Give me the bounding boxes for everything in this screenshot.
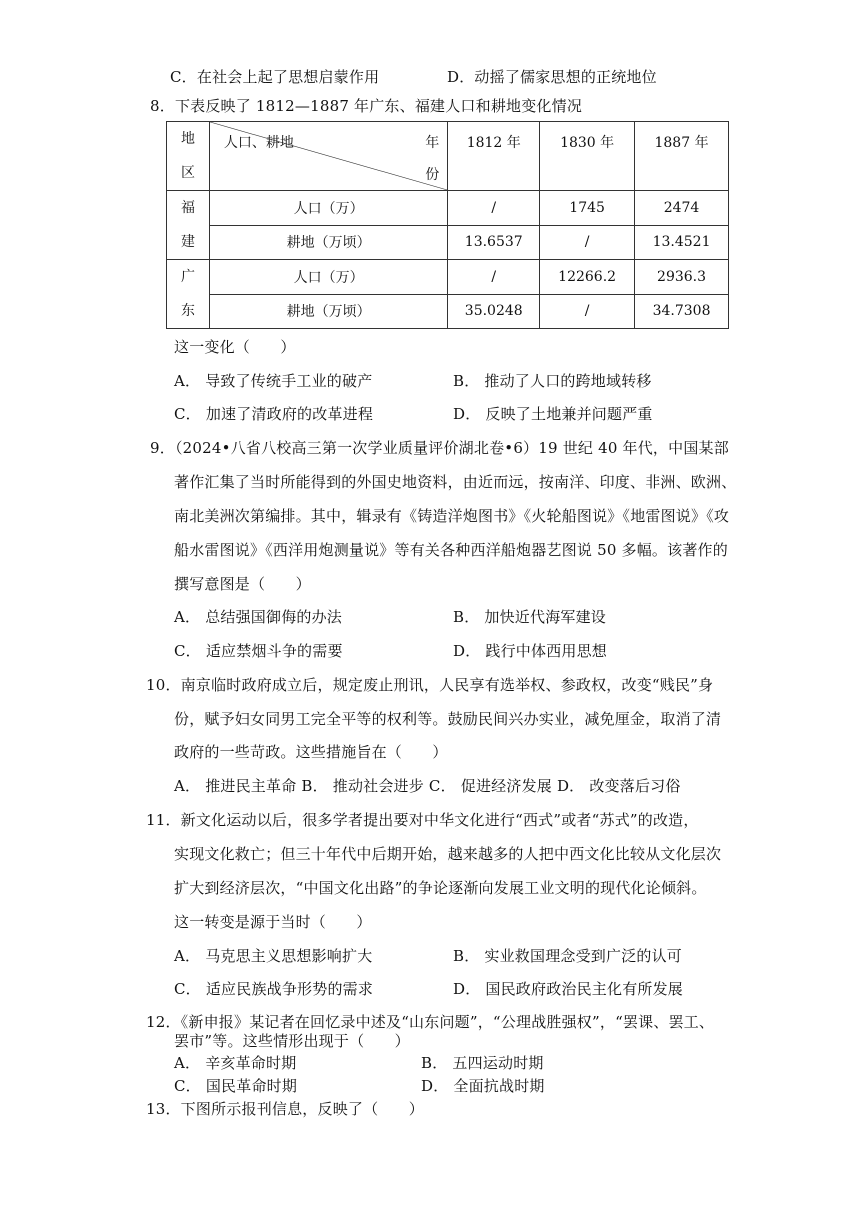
header-year-1: 年 bbox=[425, 135, 440, 151]
q9-option-b[interactable]: B． 加快近代海军建设 bbox=[453, 608, 606, 626]
header-year-1887: 1887 年 bbox=[635, 122, 729, 191]
region-fujian: 福 建 bbox=[167, 191, 210, 260]
q8-question: 这一变化（ ） bbox=[174, 338, 296, 356]
row-label: 耕地（万顷） bbox=[209, 225, 447, 260]
q8-stem: 8．下表反映了 1812—1887 年广东、福建人口和耕地变化情况 bbox=[150, 97, 583, 115]
table-cell: / bbox=[540, 225, 635, 260]
header-year-1812: 1812 年 bbox=[448, 122, 540, 191]
header-year-1830: 1830 年 bbox=[540, 122, 635, 191]
q9-line-1: 9．（2024•八省八校高三第一次学业质量评价湖北卷•6）19 世纪 40 年代，中国某部 bbox=[150, 439, 729, 457]
row-label: 人口（万） bbox=[209, 260, 447, 295]
table-cell: / bbox=[448, 191, 540, 226]
q11-option-b[interactable]: B． 实业救国理念受到广泛的认可 bbox=[453, 947, 682, 965]
header-region-cell: 地 区 bbox=[167, 122, 210, 191]
table-cell: 34.7308 bbox=[635, 294, 729, 329]
header-population-farmland: 人口、耕地 bbox=[223, 135, 294, 151]
q12-option-b[interactable]: B． 五四运动时期 bbox=[421, 1054, 544, 1072]
q11-line-3: 扩大到经济层次，“中国文化出路”的争论逐渐向发展工业文明的现代化论倾斜。 bbox=[174, 879, 707, 897]
q10-options[interactable]: A． 推进民主革命 B． 推动社会进步 C． 促进经济发展 D． 改变落后习俗 bbox=[174, 777, 681, 795]
population-farmland-table bbox=[166, 121, 729, 329]
q12-line-1: 12．《新申报》某记者在回忆录中述及“山东问题”，“公理战胜强权”，“罢课、罢工、 bbox=[146, 1013, 715, 1031]
q10-line-3: 政府的一些苛政。这些措施旨在（ ） bbox=[174, 743, 448, 761]
q9-line-4: 船水雷图说》《西洋用炮测量说》等有关各种西洋船炮器艺图说 50 多幅。该著作的 bbox=[174, 541, 728, 559]
q12-option-a[interactable]: A． 辛亥革命时期 bbox=[174, 1054, 297, 1072]
q11-line-2: 实现文化救亡；但三十年代中后期开始，越来越多的人把中西文化比较从文化层次 bbox=[174, 845, 722, 863]
header-year-2: 份 bbox=[425, 167, 440, 183]
table-cell: 2474 bbox=[635, 191, 729, 226]
q9-line-3: 南北美洲次第编排。其中，辑录有《铸造洋炮图书》《火轮船图说》《地雷图说》《攻 bbox=[174, 507, 730, 525]
row-label: 耕地（万顷） bbox=[209, 294, 447, 329]
q9-line-5: 撰写意图是（ ） bbox=[174, 575, 311, 593]
q9-option-a[interactable]: A． 总结强国御侮的办法 bbox=[174, 608, 343, 626]
q8-option-b[interactable]: B． 推动了人口的跨地域转移 bbox=[453, 372, 652, 390]
q11-option-c[interactable]: C． 适应民族战争形势的需求 bbox=[174, 980, 374, 998]
q9-option-d[interactable]: D． 践行中体西用思想 bbox=[453, 642, 607, 660]
q10-line-2: 份，赋予妇女同男工完全平等的权利等。鼓励民间兴办实业，减免厘金，取消了清 bbox=[174, 710, 722, 728]
q10-line-1: 10．南京临时政府成立后，规定废止刑讯，人民享有选举权、参政权，改变“贱民”身 bbox=[146, 676, 714, 694]
table-cell: 12266.2 bbox=[540, 260, 635, 295]
table-cell: 13.6537 bbox=[448, 225, 540, 260]
q11-line-1: 11．新文化运动以后，很多学者提出要对中华文化进行“西式”或者“苏式”的改造， bbox=[146, 811, 699, 829]
q7-option-d: D．动摇了儒家思想的正统地位 bbox=[447, 68, 657, 86]
table-cell: 2936.3 bbox=[635, 260, 729, 295]
row-label: 人口（万） bbox=[209, 191, 447, 226]
table-cell: 1745 bbox=[540, 191, 635, 226]
table-cell: 35.0248 bbox=[448, 294, 540, 329]
header-diagonal-cell bbox=[209, 122, 447, 191]
table-cell: 13.4521 bbox=[635, 225, 729, 260]
q13-stem: 13．下图所示报刊信息，反映了（ ） bbox=[146, 1100, 424, 1118]
q7-option-c: C．在社会上起了思想启蒙作用 bbox=[170, 68, 380, 86]
q11-line-4: 这一转变是源于当时（ ） bbox=[174, 913, 372, 931]
q12-option-d[interactable]: D． 全面抗战时期 bbox=[421, 1077, 545, 1095]
q9-option-c[interactable]: C． 适应禁烟斗争的需要 bbox=[174, 642, 343, 660]
q12-line-2: 罢市”等。这些情形出现于（ ） bbox=[174, 1032, 410, 1050]
q8-option-c[interactable]: C． 加速了清政府的改革进程 bbox=[174, 405, 374, 423]
table-cell: / bbox=[540, 294, 635, 329]
table-cell: / bbox=[448, 260, 540, 295]
q8-option-a[interactable]: A． 导致了传统手工业的破产 bbox=[174, 372, 373, 390]
q8-option-d[interactable]: D． 反映了土地兼并问题严重 bbox=[453, 405, 653, 423]
q11-option-a[interactable]: A． 马克思主义思想影响扩大 bbox=[174, 947, 373, 965]
q11-option-d[interactable]: D． 国民政府政治民主化有所发展 bbox=[453, 980, 683, 998]
region-guangdong: 广 东 bbox=[167, 260, 210, 329]
q9-line-2: 著作汇集了当时所能得到的外国史地资料，由近而远，按南洋、印度、非洲、欧洲、 bbox=[174, 473, 737, 491]
q12-option-c[interactable]: C． 国民革命时期 bbox=[174, 1077, 298, 1095]
